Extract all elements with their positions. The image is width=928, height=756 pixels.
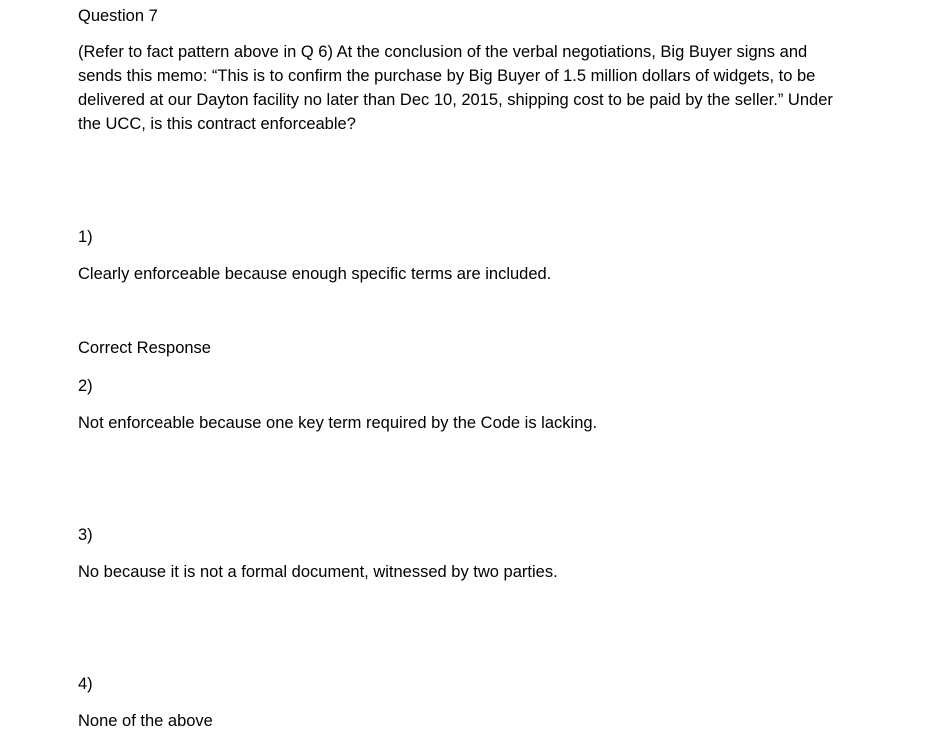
option-1-text: Clearly enforceable because enough specific terms are included. [78,265,552,283]
correct-response-label: Correct Response [78,339,211,357]
option-3-number: 3) [78,526,93,544]
question-heading: Question 7 [78,7,158,25]
question-line: the UCC, is this contract enforceable? [78,115,356,133]
option-4-number: 4) [78,675,93,693]
option-1-number: 1) [78,228,93,246]
option-3-text: No because it is not a formal document, witnessed by two parties. [78,563,558,581]
question-line: sends this memo: “This is to confirm the purchase by Big Buyer of 1.5 million dollars of widgets, to be [78,67,816,85]
question-line: (Refer to fact pattern above in Q 6) At the conclusion of the verbal negotiations, Big Buyer signs and [78,43,808,61]
option-4-text: None of the above [78,712,213,730]
option-2-number: 2) [78,377,93,395]
question-line: delivered at our Dayton facility no later than Dec 10, 2015, shipping cost to be paid by the seller.” Under [78,91,833,109]
option-2-text: Not enforceable because one key term required by the Code is lacking. [78,414,598,432]
